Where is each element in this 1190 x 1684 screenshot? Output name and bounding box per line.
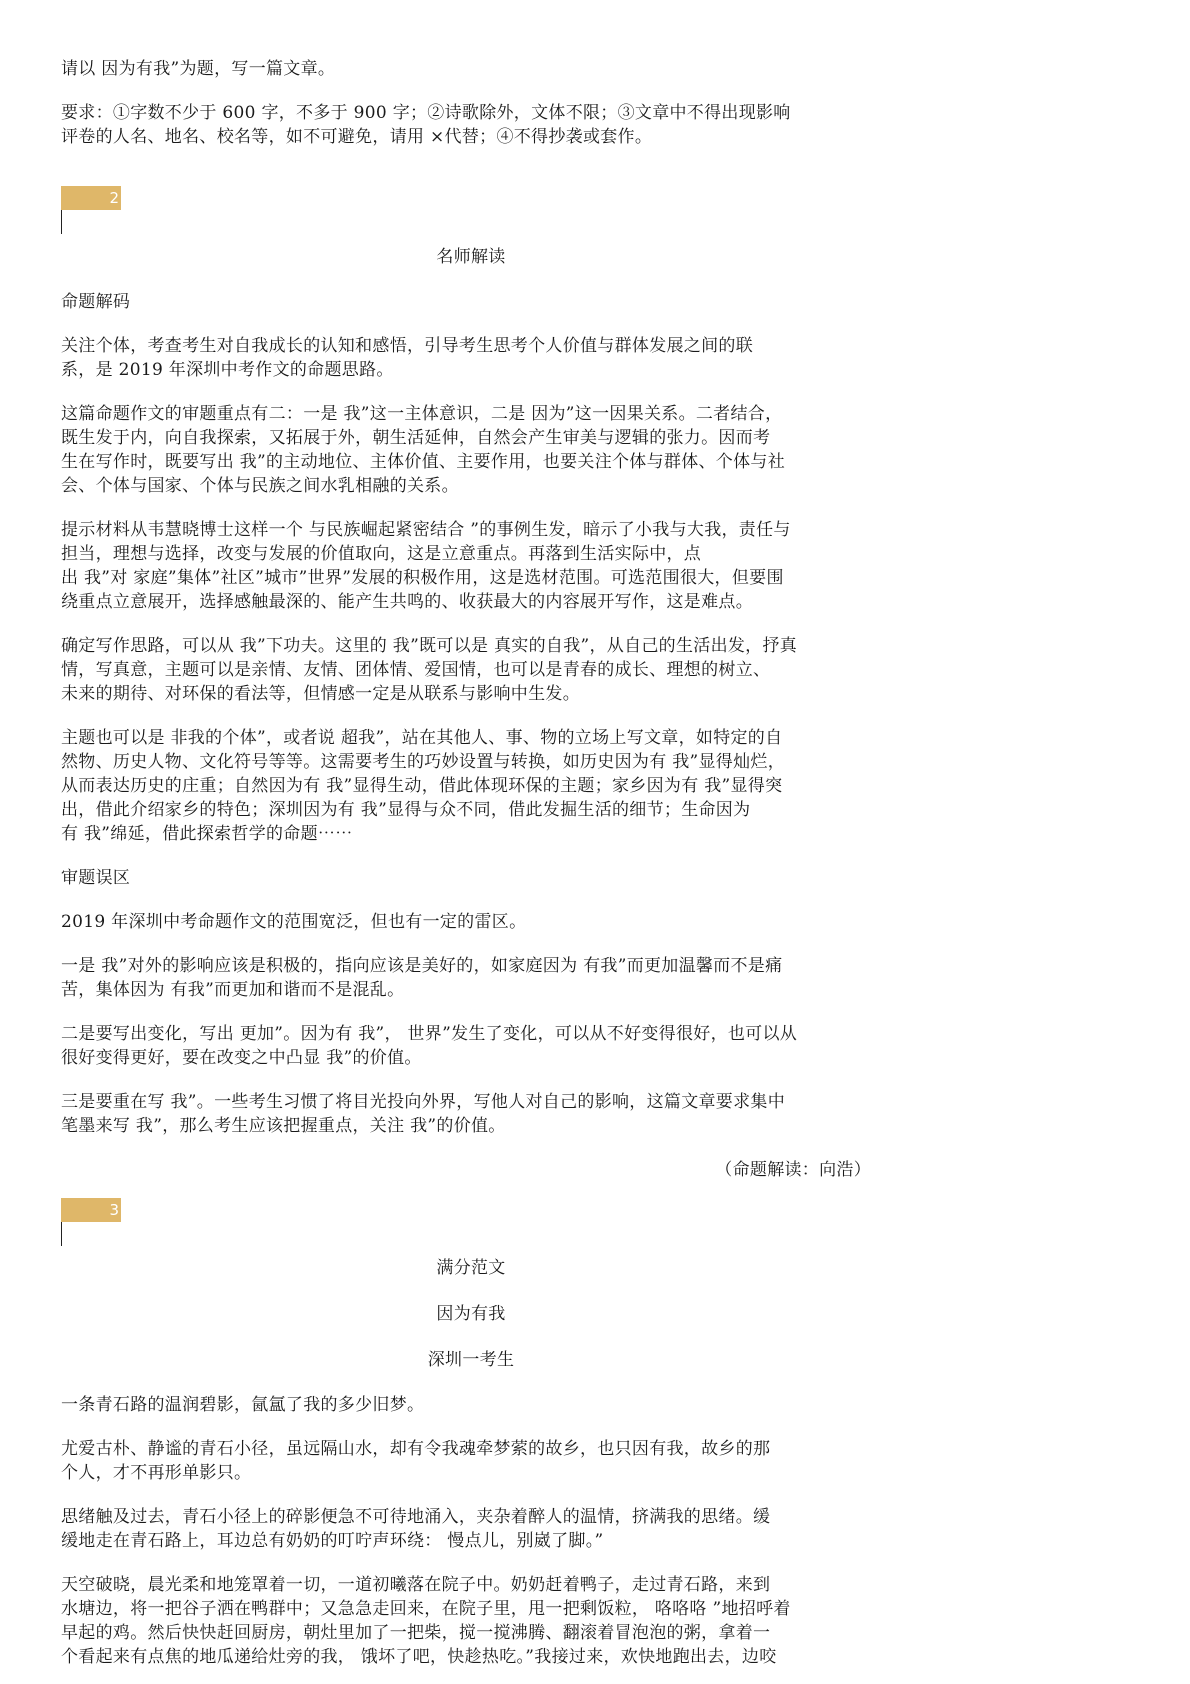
- paragraph-line: 从而表达历史的庄重；自然因为有 我”显得生动，借此体现环保的主题；家乡因为有 我”显得突: [61, 776, 783, 796]
- section-marker-line: [61, 1222, 62, 1246]
- paragraph-line: 出，借此介绍家乡的特色；深圳因为有 我”显得与众不同，借此发掘生活的细节；生命因为: [61, 800, 751, 820]
- paragraph-line: 既生发于内，向自我探索，又拓展于外，朝生活延伸，自然会产生审美与逻辑的张力。因而考: [61, 428, 771, 448]
- paragraph-line: 担当，理想与选择，改变与发展的价值取向，这是立意重点。再落到生活实际中，点: [61, 544, 702, 564]
- paragraph-line: 关注个体，考查考生对自我成长的认知和感悟，引导考生思考个人价值与群体发展之间的联: [61, 336, 753, 356]
- paragraph-line: 早起的鸡。然后快快赶回厨房，朝灶里加了一把柴，搅一搅沸腾、翻滚着冒泡泡的粥，拿着一: [61, 1623, 771, 1643]
- paragraph-line: 主题也可以是 非我的个体”，或者说 超我”，站在其他人、事、物的立场上写文章，如特定的自: [61, 728, 783, 748]
- paragraph-line: 天空破晓，晨光柔和地笼罩着一切，一道初曦落在院子中。奶奶赶着鸭子，走过青石路，来到: [61, 1575, 771, 1595]
- prompt-line: 请以 因为有我”为题，写一篇文章。: [61, 59, 336, 79]
- paragraph-line: 苦，集体因为 有我”而更加和谐而不是混乱。: [61, 980, 405, 1000]
- paragraph-line: 系，是 2019 年深圳中考作文的命题思路。: [61, 360, 394, 380]
- paragraph-line: 个人，才不再形单影只。: [61, 1463, 252, 1483]
- essay-author: 深圳一考生: [427, 1350, 515, 1370]
- paragraph-line: 缓地走在青石路上，耳边总有奶奶的叮咛声环绕： 慢点儿，别崴了脚。”: [61, 1531, 604, 1551]
- credit: （命题解读：向浩）: [715, 1160, 871, 1180]
- requirement-line: 评卷的人名、地名、校名等，如不可避免，请用 ×代替；④不得抄袭或套作。: [61, 127, 653, 147]
- paragraph-line: 绕重点立意展开，选择感触最深的、能产生共鸣的、收获最大的内容展开写作，这是难点。: [61, 592, 753, 612]
- section-title: 名师解读: [436, 247, 506, 267]
- paragraph-line: 出 我”对 家庭”集体”社区”城市”世界”发展的积极作用，这是选材范围。可选范围很大，但要围: [61, 568, 784, 588]
- paragraph-line: 生在写作时，既要写出 我”的主动地位、主体价值、主要作用，也要关注个体与群体、个体与社: [61, 452, 785, 472]
- essay-title: 因为有我: [436, 1304, 506, 1324]
- subheading: 审题误区: [61, 868, 131, 888]
- section-number: 2: [109, 189, 119, 207]
- paragraph-line: 情，写真意，主题可以是亲情、友情、团体情、爱国情，也可以是青春的成长、理想的树立、: [61, 660, 771, 680]
- section-marker-2: [61, 186, 121, 236]
- paragraph-line: 三是要重在写 我”。一些考生习惯了将目光投向外界，写他人对自己的影响，这篇文章要求集中: [61, 1092, 785, 1112]
- paragraph-line: 会、个体与国家、个体与民族之间水乳相融的关系。: [61, 476, 459, 496]
- section-marker-line: [61, 210, 62, 234]
- paragraph-line: 个看起来有点焦的地瓜递给灶旁的我， 饿坏了吧，快趁热吃。”我接过来，欢快地跑出去，边咬: [61, 1647, 777, 1667]
- paragraph-line: 未来的期待、对环保的看法等，但情感一定是从联系与影响中生发。: [61, 684, 580, 704]
- paragraph-line: 二是要写出变化，写出 更加”。因为有 我”， 世界”发生了变化，可以从不好变得很好，也可以从: [61, 1024, 798, 1044]
- section-title: 满分范文: [436, 1258, 506, 1278]
- subheading: 命题解码: [61, 292, 131, 312]
- section-number: 3: [109, 1201, 119, 1219]
- paragraph-line: 提示材料从韦慧晓博士这样一个 与民族崛起紧密结合 ”的事例生发，暗示了小我与大我，责任与: [61, 520, 791, 540]
- section-marker-3: [61, 1198, 121, 1248]
- paragraph-line: 笔墨来写 我”，那么考生应该把握重点，关注 我”的价值。: [61, 1116, 506, 1136]
- paragraph-line: 这篇命题作文的审题重点有二：一是 我”这一主体意识，二是 因为”这一因果关系。二者结合，: [61, 404, 783, 424]
- paragraph-line: 然物、历史人物、文化符号等等。这需要考生的巧妙设置与转换，如历史因为有 我”显得灿烂，: [61, 752, 785, 772]
- requirement-line: 要求：①字数不少于 600 字，不多于 900 字；②诗歌除外，文体不限；③文章中不得出现影响: [61, 103, 791, 123]
- paragraph-line: 2019 年深圳中考命题作文的范围宽泛，但也有一定的雷区。: [61, 912, 527, 932]
- paragraph-line: 很好变得更好，要在改变之中凸显 我”的价值。: [61, 1048, 422, 1068]
- paragraph-line: 一条青石路的温润碧影，氤氲了我的多少旧梦。: [61, 1395, 425, 1415]
- paragraph-line: 尤爱古朴、静谧的青石小径，虽远隔山水，却有令我魂牵梦萦的故乡，也只因有我，故乡的那: [61, 1439, 771, 1459]
- paragraph-line: 水塘边，将一把谷子洒在鸭群中；又急急走回来，在院子里，甩一把剩饭粒， 咯咯咯 ”地招呼着: [61, 1599, 791, 1619]
- paragraph-line: 一是 我”对外的影响应该是积极的，指向应该是美好的，如家庭因为 有我”而更加温馨而不是痛: [61, 956, 783, 976]
- paragraph-line: 确定写作思路，可以从 我”下功夫。这里的 我”既可以是 真实的自我”，从自己的生活出发，抒真: [61, 636, 798, 656]
- paragraph-line: 有 我”绵延，借此探索哲学的命题⋯⋯: [61, 824, 353, 844]
- paragraph-line: 思绪触及过去，青石小径上的碎影便急不可待地涌入，夹杂着醉人的温情，挤满我的思绪。缓: [61, 1507, 771, 1527]
